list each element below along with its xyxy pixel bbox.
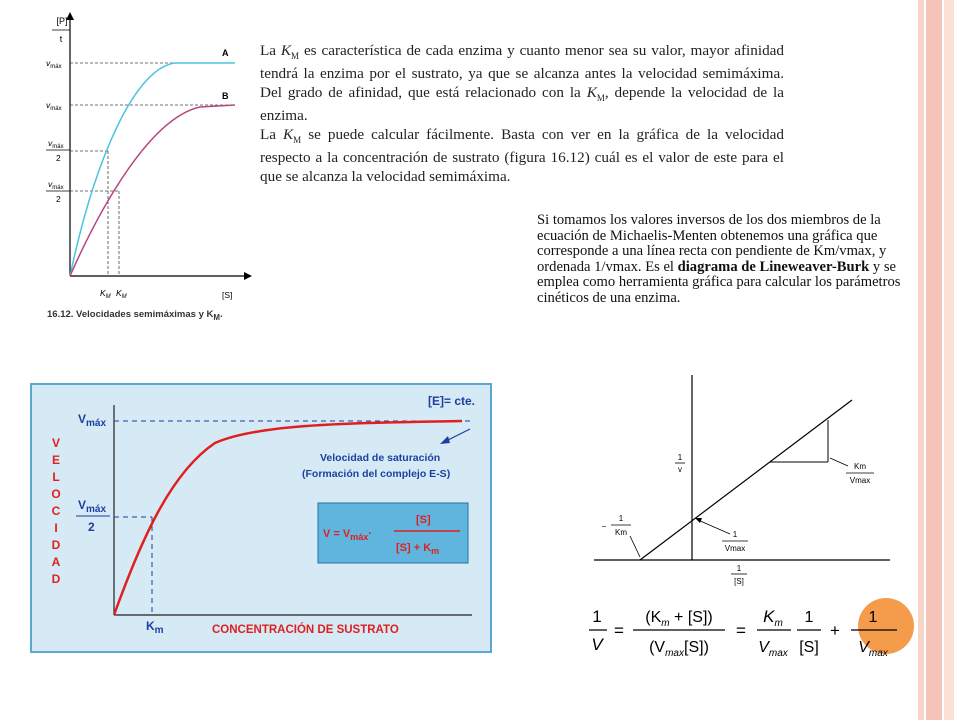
svg-text:Km: Km: [615, 528, 627, 537]
svg-text:=: =: [614, 621, 624, 640]
svg-text:−: −: [601, 522, 607, 531]
fig-vmax-1: [46, 58, 62, 70]
svg-text:(Vmax[S]): $(V_{max}[S])$: [649, 639, 709, 659]
lb-xlabel: [731, 564, 747, 586]
svg-text:v: v: [678, 465, 682, 474]
svg-text:vmáx: $v_{máx}$: [48, 138, 64, 150]
svg-text:1: 1: [732, 530, 738, 539]
svg-text:[S] + Km: $[S] + K_m$: [396, 542, 440, 556]
svg-text:vmáx: $v_{máx}$: [46, 100, 62, 112]
fig-ylabel-bottom: t: [59, 34, 63, 44]
svg-text:1: 1: [592, 607, 602, 626]
fig-km-1: $K_M$: [100, 288, 111, 300]
svg-text:Vmax: $V_{max}$: [858, 639, 888, 659]
lb-line: [640, 400, 852, 560]
svg-text:V = Vmáx·: $V = V_{máx}\cdot$: [323, 528, 372, 542]
fig-half-vmax-1: [46, 138, 70, 163]
enzyme-label: [E]= cte.: [428, 394, 476, 408]
complex-label: (Formación del complejo E-S): [302, 468, 451, 480]
yletter: L: [52, 470, 60, 484]
svg-text:1: 1: [804, 609, 814, 626]
svg-text:[S]: [S]: [734, 577, 744, 586]
fig-xlabel: [S]: [222, 290, 233, 300]
lineweaver-burk-plot: [592, 370, 910, 595]
yletter: C: [51, 504, 61, 518]
svg-text:1: 1: [677, 453, 683, 462]
mm-vmax: $V_{máx}$: [78, 412, 107, 429]
svg-text:Km: Km: [854, 462, 866, 471]
saturation-label: Velocidad de saturación: [320, 452, 441, 464]
svg-text:1: 1: [868, 609, 878, 626]
mm-km: $K_m$: [146, 619, 164, 636]
lb-vmax-intercept: [722, 530, 748, 553]
fig-vmax-2: [46, 100, 62, 112]
velocity-ylabel: [51, 436, 60, 586]
svg-text:[S]: [S]: [799, 639, 819, 656]
paragraph-km-affinity: La $K_M$ es característica de cada enzima y cuanto menor sea su valor, mayor afinidad tendrá la enzima por el sustrato, ya que se alcanza antes la velocidad semimáxima. Del grado de afinidad, que está relacionado con la $K_M$, depende la velocidad de la enzima.: [260, 42, 785, 125]
yletter: D: [51, 572, 61, 586]
michaelis-menten-chart: [30, 383, 492, 653]
svg-text:2: 2: [56, 194, 61, 204]
svg-text:V: V: [591, 635, 603, 654]
figure-16-12: [40, 8, 260, 308]
yletter: V: [51, 436, 61, 450]
fig-x-arrow: [244, 272, 252, 280]
yletter: I: [54, 521, 58, 535]
svg-text:2: 2: [88, 520, 95, 534]
lb-slope: [846, 462, 874, 485]
svg-text:Vmáx: $V_{máx}$: [78, 498, 107, 515]
svg-text:Vmax: Vmax: [849, 476, 871, 485]
yletter: E: [51, 453, 61, 467]
svg-text:Vmax: $V_{max}$: [758, 639, 788, 659]
lb-equation: [585, 598, 905, 664]
svg-text:=: =: [736, 621, 746, 640]
fig-km-2: $K_M$: [116, 288, 127, 300]
mm-xlabel: CONCENTRACIÓN DE SUSTRATO: [212, 624, 399, 636]
lb-ylabel: [675, 453, 685, 474]
svg-text:1: 1: [736, 564, 742, 573]
svg-text:+: +: [830, 621, 840, 640]
label-a: A: [222, 48, 229, 58]
fig-half-vmax-2: [46, 179, 70, 204]
yletter: D: [51, 538, 61, 552]
label-b: B: [222, 91, 229, 101]
svg-text:vmáx: $v_{máx}$: [46, 58, 62, 70]
svg-text:2: 2: [56, 153, 61, 163]
svg-text:Km: $K_m$: [763, 607, 783, 629]
edge-stripe-1: [918, 0, 924, 720]
paragraph-km-calc: La $K_M$ se puede calcular fácilmente. Basta con ver en la gráfica de la velocidad respecto a la concentración de sustrato (figura 16.12) cuál es el valor de este para el que se alcanza la velocidad semimáxima.: [260, 126, 784, 185]
yletter: O: [51, 487, 61, 501]
svg-text:Vmax: Vmax: [724, 544, 746, 553]
edge-stripe-3: [944, 0, 954, 720]
lineweaver-description: Si tomamos los valores inversos de los dos miembros de la ecuación de Michaelis-Menten obtenemos una gráfica que corresponde a una línea recta con pendiente de Km/vmax, y ordenada 1/vmax. Es el diagrama de Lineweaver-Burk y se emplea como herramienta gráfica para calcular los parámetros cinéticos de una enzima.: [537, 212, 901, 306]
yletter: A: [51, 555, 61, 569]
svg-text:vmáx: $v_{máx}$: [48, 179, 64, 191]
lb-intercept-arrow: [698, 520, 730, 534]
fig-ylabel-top: [P]: [56, 16, 68, 26]
curve-b: [70, 105, 235, 276]
edge-stripe-2: [926, 0, 942, 720]
svg-text:1: 1: [618, 514, 624, 523]
curve-a: [70, 63, 235, 276]
fig-caption: 16.12. Velocidades semimáximas y $K_M$.: [47, 309, 223, 322]
svg-text:[S]: [S]: [416, 514, 431, 526]
lb-neg-km: [602, 514, 631, 537]
svg-text:(Km + [S]): $(K_m + [S])$: [645, 609, 713, 629]
